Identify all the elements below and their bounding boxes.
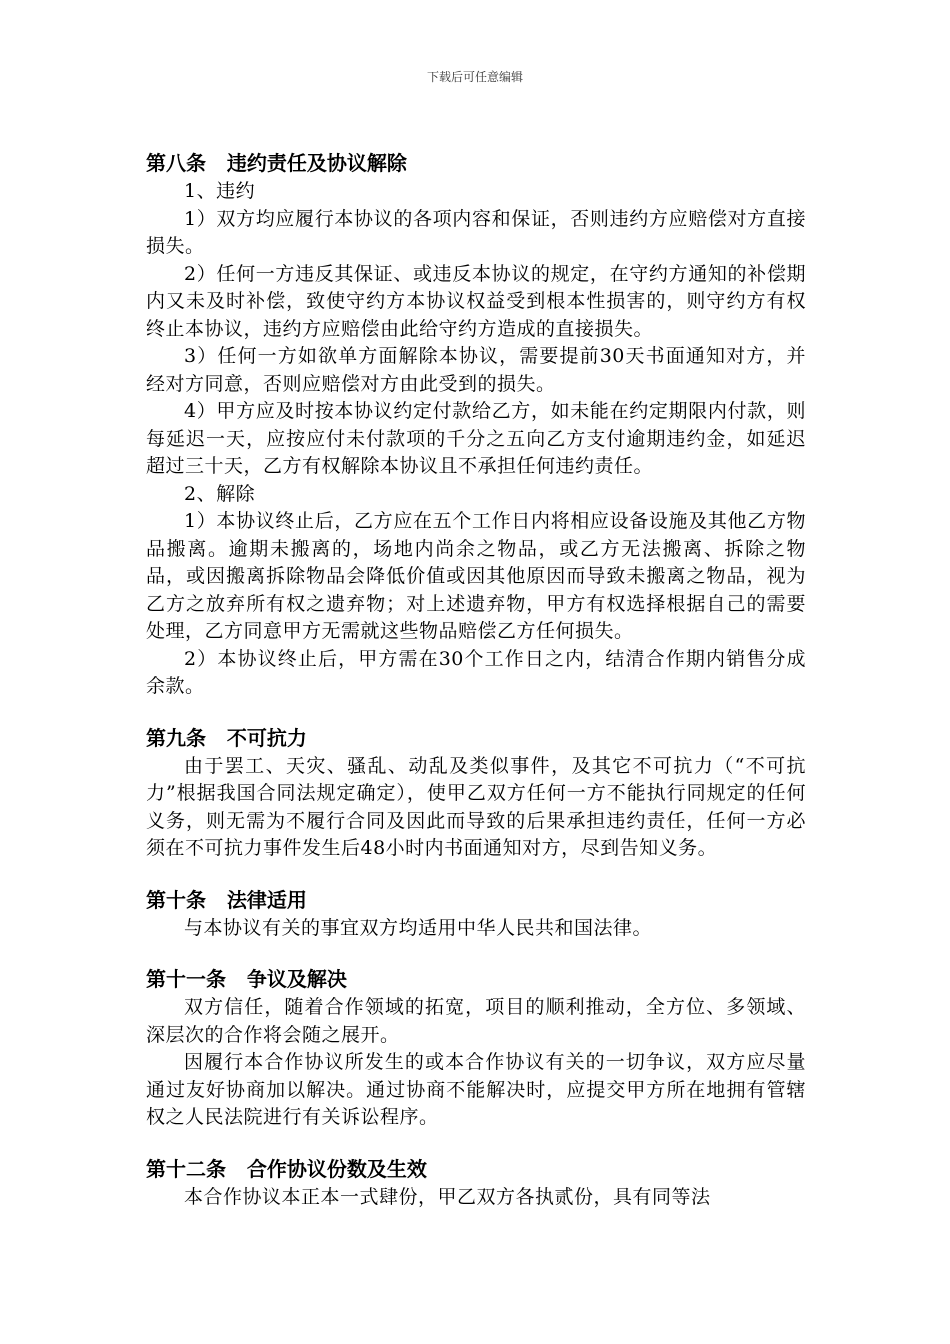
paragraph: 2）任何一方违反其保证、或违反本协议的规定，在守约方通知的补偿期内又未及时补偿，致使守约方本协议权益受到根本性损害的，则守约方有权终止本协议，违约方应赔偿由此给守约方造成的直接损失。 xyxy=(146,262,806,340)
paragraph: 由于罢工、天灾、骚乱、动乱及类似事件，及其它不可抗力（“不可抗力”根据我国合同法规定确定），使甲乙双方任何一方不能执行同规定的任何义务，则无需为不履行合同及因此而导致的后果承担违约责任，任何一方必须在不可抗力事件发生后48小时内书面通知对方，尽到告知义务。 xyxy=(146,754,806,859)
header-note: 下载后可任意编辑 xyxy=(426,70,523,84)
paragraph: 双方信任，随着合作领域的拓宽，项目的顺利推动，全方位、多领域、深层次的合作将会随之展开。 xyxy=(146,996,806,1046)
article-11-title: 第十一条 争议及解决 xyxy=(146,967,347,991)
document-body xyxy=(146,148,806,1211)
paragraph: 因履行本合作协议所发生的或本合作协议有关的一切争议，双方应尽量通过友好协商加以解决。通过协商不能解决时，应提交甲方所在地拥有管辖权之人民法院进行有关诉讼程序。 xyxy=(146,1051,806,1128)
paragraph: 与本协议有关的事宜双方均适用中华人民共和国法律。 xyxy=(184,916,653,939)
paragraph: 2）本协议终止后，甲方需在30个工作日之内，结清合作期内销售分成余款。 xyxy=(146,647,806,697)
paragraph: 1、违约 xyxy=(184,180,256,202)
paragraph: 1）本协议终止后，乙方应在五个工作日内将相应设备设施及其他乙方物品搬离。逾期未搬离的，场地内尚余之物品，或乙方无法搬离、拆除之物品，或因搬离拆除物品会降低价值或因其他原因而导致未搬离之物品，视为乙方之放弃所有权之遗弃物；对上述遗弃物，甲方有权选择根据自己的需要处理，乙方同意甲方无需就这些物品赔偿乙方任何损失。 xyxy=(146,510,806,642)
paragraph: 4）甲方应及时按本协议约定付款给乙方，如未能在约定期限内付款，则每延迟一天，应按应付未付款项的千分之五向乙方支付逾期违约金，如延迟超过三十天，乙方有权解除本协议且不承担任何违约责任。 xyxy=(146,400,806,477)
article-9-title: 第九条 不可抗力 xyxy=(146,725,307,750)
article-12-title: 第十二条 合作协议份数及生效 xyxy=(146,1156,427,1181)
article-10-title: 第十条 法律适用 xyxy=(146,887,307,912)
paragraph: 本合作协议本正本一式肆份，甲乙双方各执贰份，具有同等法 xyxy=(184,1185,711,1208)
section-article-8 xyxy=(146,148,806,701)
section-article-10 xyxy=(146,885,806,943)
section-article-9 xyxy=(146,723,806,863)
article-8-title: 第八条 违约责任及协议解除 xyxy=(146,151,407,175)
paragraph: 1）双方均应履行本协议的各项内容和保证，否则违约方应赔偿对方直接损失。 xyxy=(146,207,806,257)
section-article-11 xyxy=(146,964,806,1132)
paragraph: 2、解除 xyxy=(184,482,256,505)
paragraph: 3）任何一方如欲单方面解除本协议，需要提前30天书面通知对方，并经对方同意，否则应赔偿对方由此受到的损失。 xyxy=(146,345,806,395)
section-article-12 xyxy=(146,1154,806,1212)
